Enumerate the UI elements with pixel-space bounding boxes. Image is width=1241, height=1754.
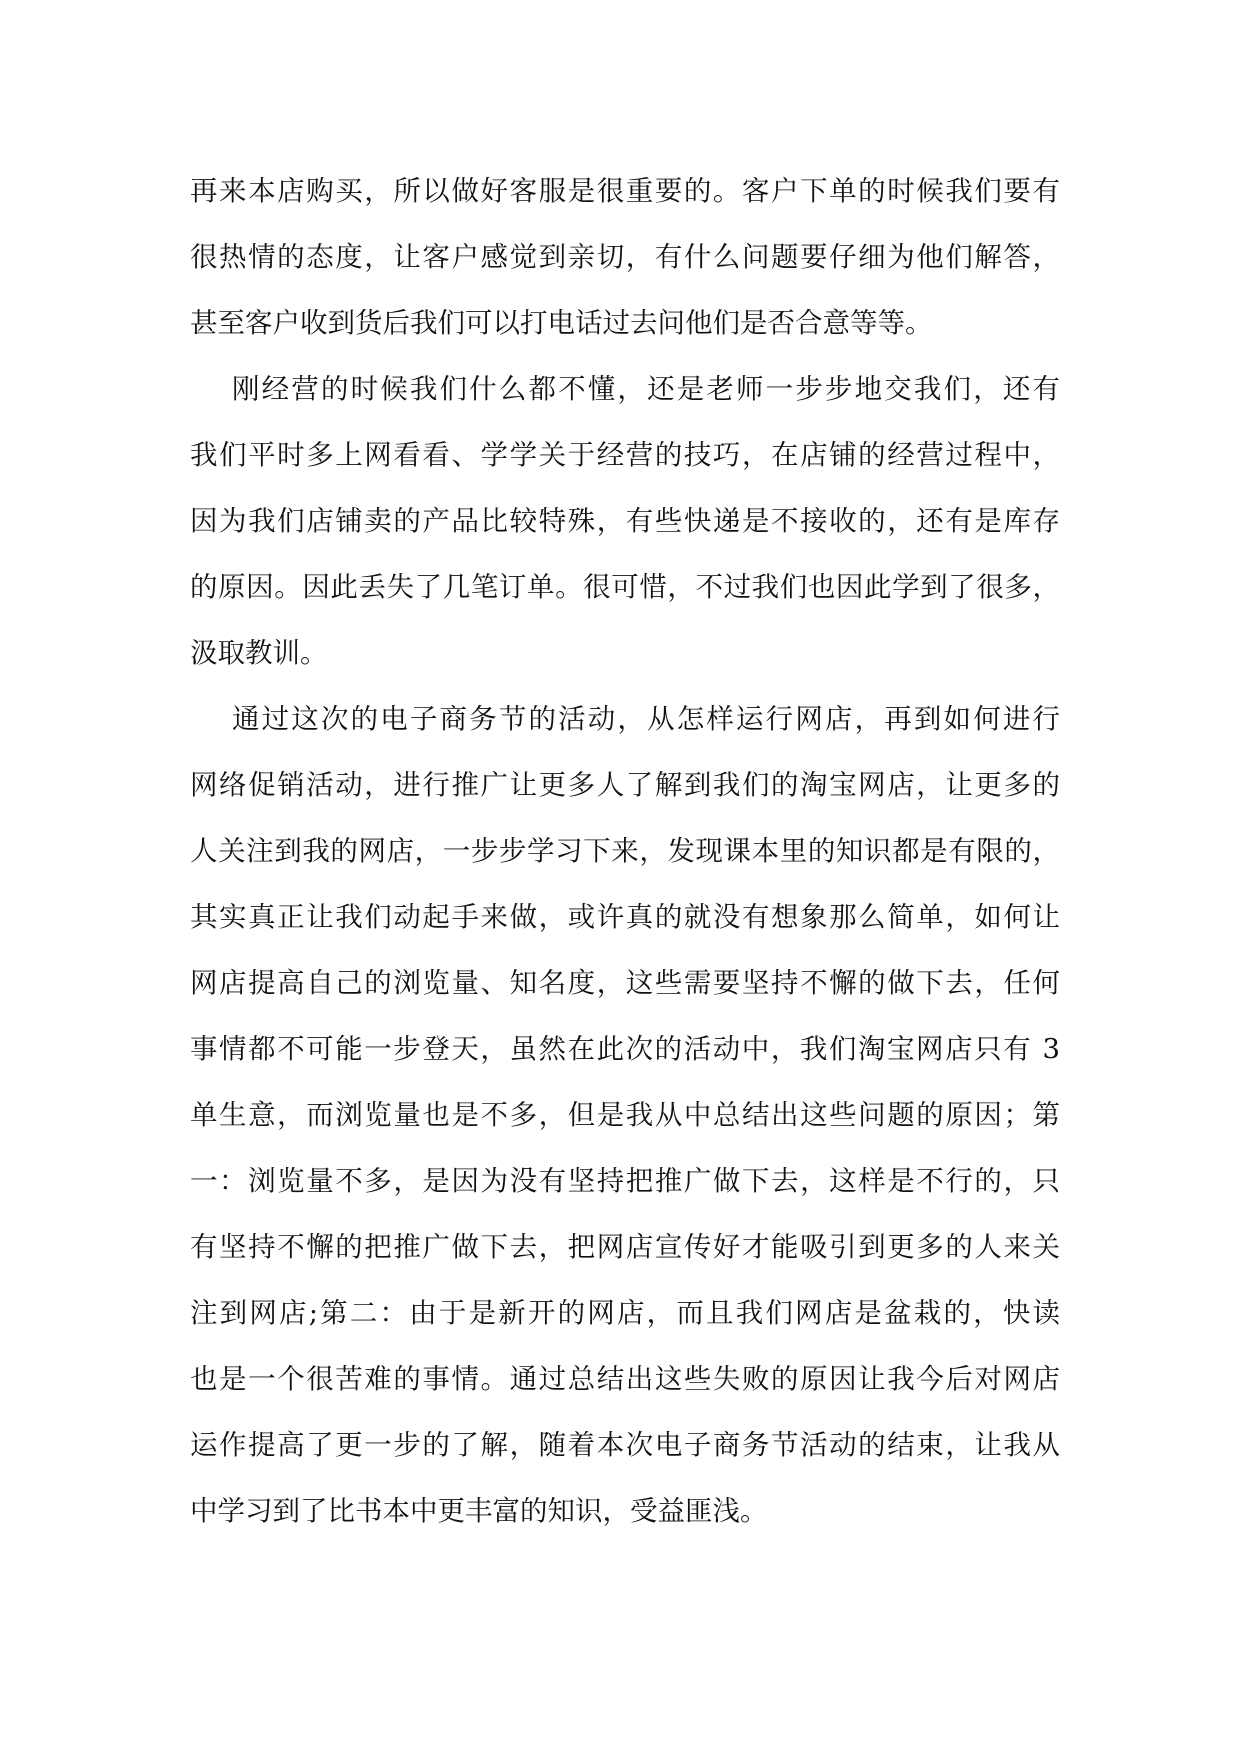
- text-line: 也是一个很苦难的事情。通过总结出这些失败的原因让我今后对网店: [190, 1363, 1060, 1395]
- paragraph-ecommerce-festival: [190, 686, 1060, 1544]
- text-line: 汲取教训。: [190, 637, 328, 669]
- paragraph-customer-service: [190, 158, 1060, 356]
- text-line: 注到网店;第二：由于是新开的网店，而且我们网店是盆栽的，快读: [190, 1297, 1060, 1329]
- text-line: 网络促销活动，进行推广让更多人了解到我们的淘宝网店，让更多的: [190, 769, 1060, 801]
- text-line: 网店提高自己的浏览量、知名度，这些需要坚持不懈的做下去，任何: [190, 967, 1060, 999]
- text-line: 中学习到了比书本中更丰富的知识，受益匪浅。: [190, 1495, 768, 1527]
- text-line: 运作提高了更一步的了解，随着本次电子商务节活动的结束，让我从: [190, 1429, 1060, 1461]
- text-line: 的原因。因此丢失了几笔订单。很可惜，不过我们也因此学到了很多，: [190, 571, 1060, 603]
- paragraph-early-operation: [190, 356, 1060, 686]
- text-line: 单生意，而浏览量也是不多，但是我从中总结出这些问题的原因；第: [190, 1099, 1060, 1131]
- text-line: 有坚持不懈的把推广做下去，把网店宣传好才能吸引到更多的人来关: [190, 1231, 1060, 1263]
- text-line: 事情都不可能一步登天，虽然在此次的活动中，我们淘宝网店只有 3: [190, 1033, 1060, 1065]
- text-line: 甚至客户收到货后我们可以打电话过去问他们是否合意等等。: [190, 307, 933, 339]
- text-line: 很热情的态度，让客户感觉到亲切，有什么问题要仔细为他们解答，: [190, 241, 1060, 273]
- text-line: 因为我们店铺卖的产品比较特殊，有些快递是不接收的，还有是库存: [190, 505, 1060, 537]
- text-line: 人关注到我的网店，一步步学习下来，发现课本里的知识都是有限的，: [190, 835, 1060, 867]
- document-body: [190, 158, 1060, 1544]
- text-line: 我们平时多上网看看、学学关于经营的技巧，在店铺的经营过程中，: [190, 439, 1060, 471]
- text-line: 刚经营的时候我们什么都不懂，还是老师一步步地交我们，还有: [232, 373, 1060, 405]
- text-line: 一：浏览量不多，是因为没有坚持把推广做下去，这样是不行的，只: [190, 1165, 1060, 1197]
- text-line: 通过这次的电子商务节的活动，从怎样运行网店，再到如何进行: [232, 703, 1060, 735]
- text-line: 其实真正让我们动起手来做，或许真的就没有想象那么简单，如何让: [190, 901, 1060, 933]
- text-line: 再来本店购买，所以做好客服是很重要的。客户下单的时候我们要有: [190, 175, 1060, 207]
